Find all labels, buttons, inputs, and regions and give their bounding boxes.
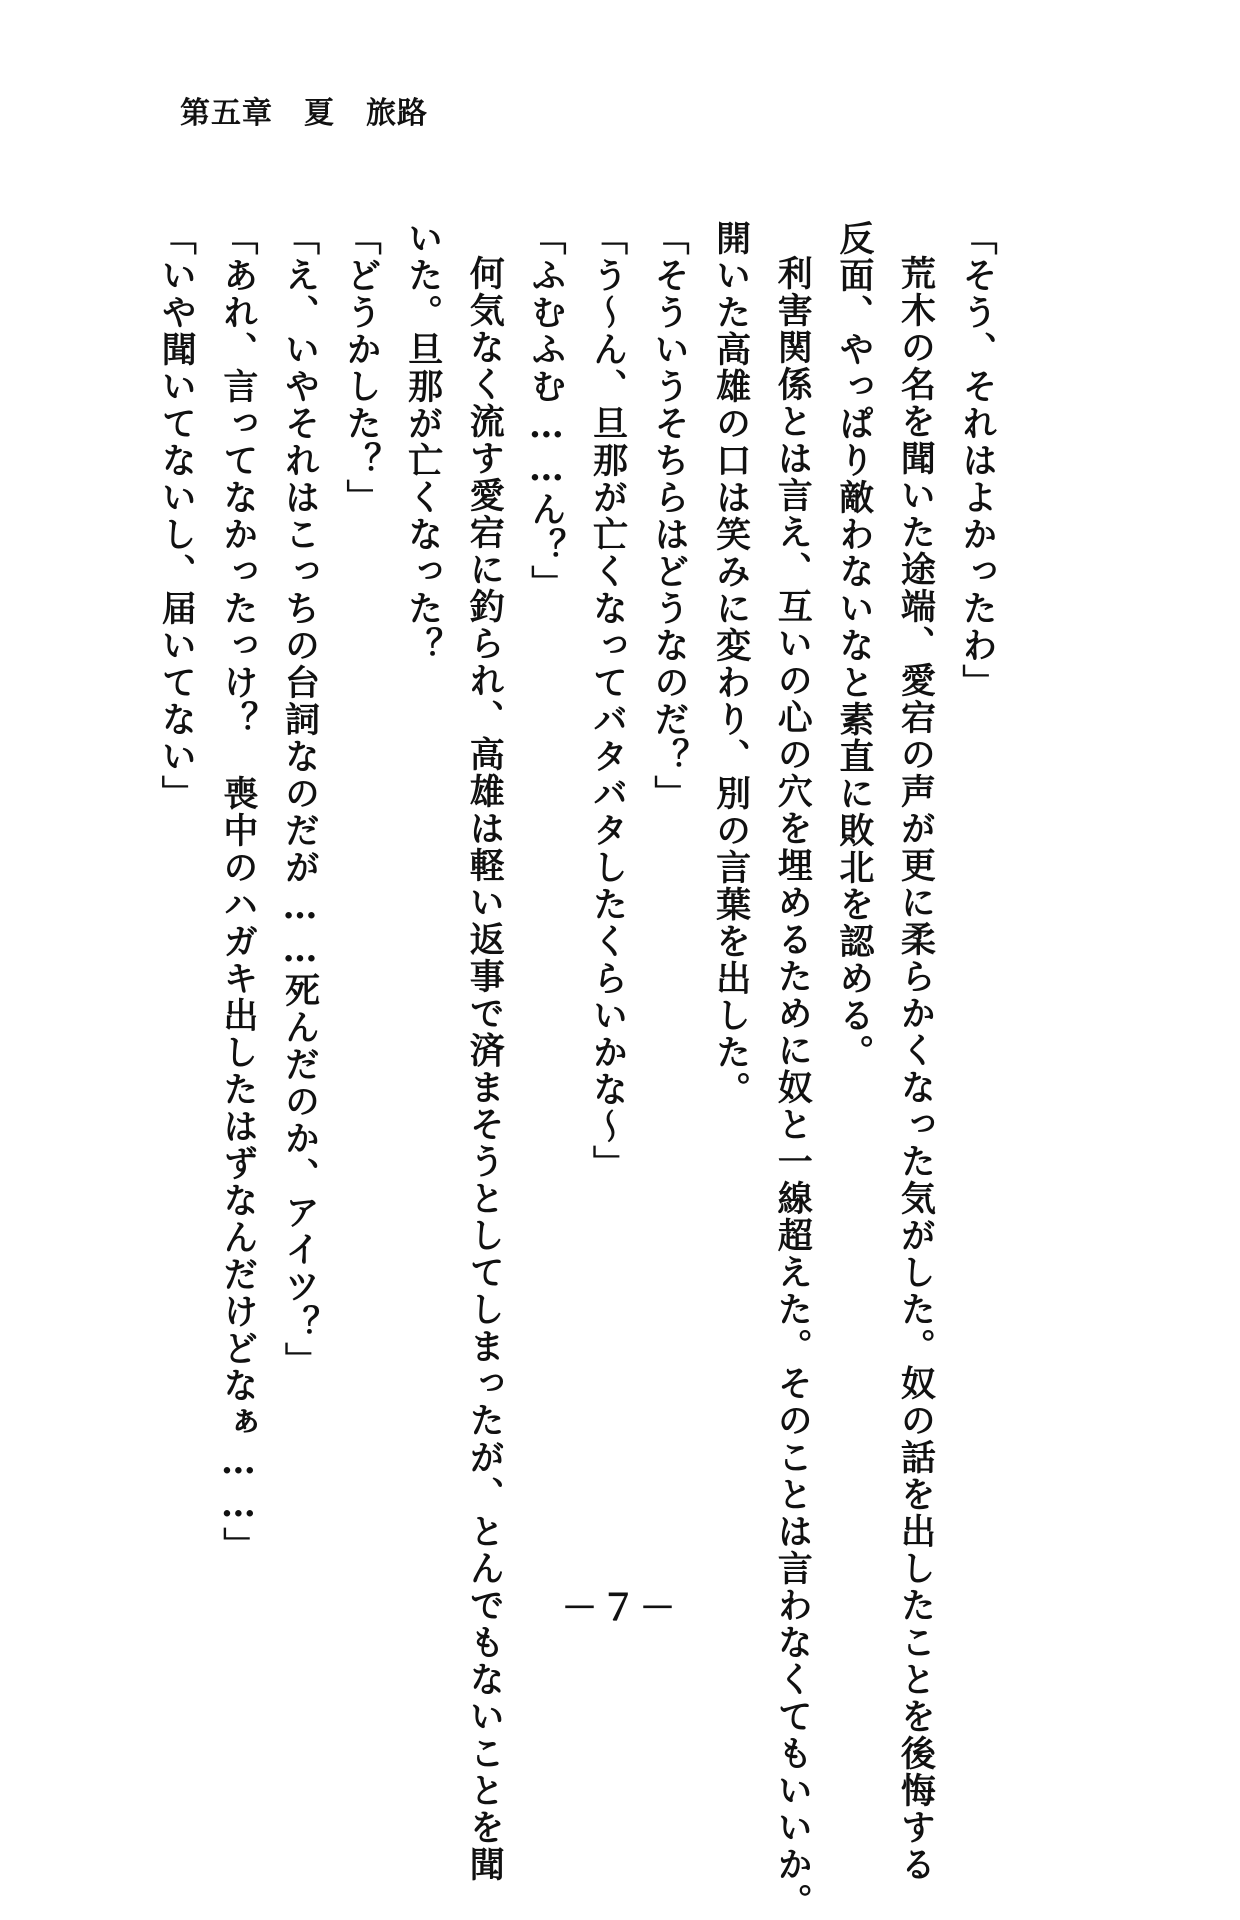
text-line-10: いた。旦那が亡くなった？ <box>402 220 444 664</box>
text-line-8: 「ふむふむ……ん？」 <box>525 220 567 602</box>
chapter-title: 第五章 夏 旅路 <box>180 96 428 131</box>
text-line-13: 「あれ、言ってなかったっけ？ 喪中のハガキ出したはずなんだけどなぁ……」 <box>217 220 259 1564</box>
text-line-11: 「どうかした？」 <box>341 220 383 516</box>
text-line-3: 反面、やっぱり敵わないなと素直に敗北を認める。 <box>833 220 875 1071</box>
text-line-5: 開いた高雄の口は笑みに変わり、別の言葉を出した。 <box>710 220 752 1108</box>
text-line-9: 何気なく流す愛宕に釣られ、高雄は軽い返事で済まそうとしてしまったが、とんでもないことを聞 <box>464 255 506 1883</box>
page-number: －７－ <box>561 1587 679 1629</box>
text-line-4: 利害関係とは言え、互いの心の穴を埋めるために奴と一線超えた。そのことは言わなくてもいいか。 <box>772 255 814 1920</box>
text-line-7: 「う～ん、旦那が亡くなってバタバタしたくらいかな～」 <box>587 220 629 1182</box>
text-line-12: 「え、いやそれはこっちの台詞なのだが……死んだのか、アイツ？」 <box>279 220 321 1379</box>
text-line-6: 「そういうそちらはどうなのだ？」 <box>649 220 691 812</box>
body-text <box>156 220 1008 1920</box>
text-line-2: 荒木の名を聞いた途端、愛宕の声が更に柔らかくなった気がした。奴の話を出したことを後悔する <box>895 255 937 1883</box>
text-line-14: 「いや聞いてないし、届いてない」 <box>156 220 198 812</box>
text-line-1: 「そう、それはよかったわ」 <box>957 220 998 701</box>
